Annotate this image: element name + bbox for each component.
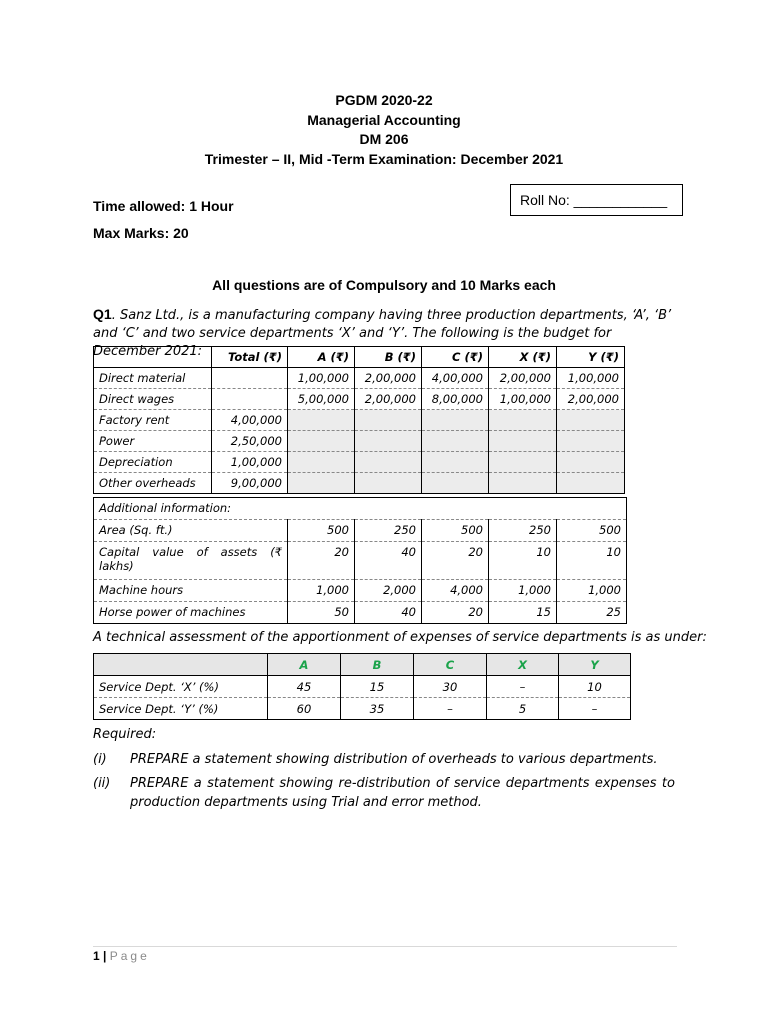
cell: 250 [489,520,557,542]
cell: 2,00,000 [355,389,422,410]
header-cell: Y [559,654,631,676]
cell: 30 [414,676,487,698]
cell: 1,00,000 [288,368,355,389]
row-label: Horse power of machines [94,602,288,624]
header-cell: C [414,654,487,676]
additional-info-title: Additional information: [94,498,627,520]
table-row [94,602,627,624]
cell: 2,00,000 [355,368,422,389]
cell [557,431,625,452]
cell [355,473,422,494]
cell [355,452,422,473]
cell: – [487,676,559,698]
header-cell [94,654,268,676]
cell: 25 [557,602,627,624]
cell: 4,00,000 [422,368,489,389]
max-marks: Max Marks: 20 [93,225,189,241]
additional-info-table [93,497,627,624]
cell: 10 [557,542,627,580]
table-row [94,452,625,473]
row-label: Area (Sq. ft.) [94,520,288,542]
cell [422,473,489,494]
table-row [94,431,625,452]
table-row [94,698,631,720]
cell [557,473,625,494]
required-heading: Required: [93,727,157,742]
table-row [94,473,625,494]
cell [489,473,557,494]
cell: 4,000 [422,580,489,602]
cell: 5 [487,698,559,720]
cell [489,431,557,452]
cell: 10 [559,676,631,698]
row-label: Depreciation [94,452,212,473]
cell: 1,00,000 [212,452,288,473]
cell: 1,00,000 [557,368,625,389]
cell: 1,000 [557,580,627,602]
cell [557,452,625,473]
cell: 10 [489,542,557,580]
cell: 15 [341,676,414,698]
row-label: Machine hours [94,580,288,602]
row-label: Capital value of assets (₹ lakhs) [94,542,288,580]
cell: 45 [268,676,341,698]
cell [489,452,557,473]
row-label: Power [94,431,212,452]
cell [288,410,355,431]
budget-table [93,346,625,494]
header-cell: Y (₹) [557,347,625,368]
course-title: Managerial Accounting [307,112,461,128]
table-row [94,580,627,602]
header-cell [94,347,212,368]
cell: 500 [422,520,489,542]
item-number: (i) [93,752,107,767]
cell: 50 [288,602,355,624]
row-label: Direct wages [94,389,212,410]
budget-header-row [94,347,625,368]
cell [355,410,422,431]
time-allowed: Time allowed: 1 Hour [93,198,234,214]
question-text: . Sanz Ltd., is a manufacturing company having three production departments, ‘A’, ‘B’ and ‘C’ and two service departments ‘X’ and ‘Y’. The following is the budget for December 2021: [93,308,672,359]
program-title: PGDM 2020-22 [335,92,433,108]
page-footer [93,949,150,963]
cell: 20 [422,542,489,580]
cell [422,431,489,452]
header-cell: X (₹) [489,347,557,368]
table-row [94,389,625,410]
cell [212,389,288,410]
additional-info-title-row [94,498,627,520]
cell: – [414,698,487,720]
cell: 2,50,000 [212,431,288,452]
footer-divider [93,946,677,947]
cell [422,410,489,431]
exam-title: Trimester – II, Mid -Term Examination: December 2021 [204,151,564,167]
cell: 2,00,000 [489,368,557,389]
cell [489,410,557,431]
cell: 9,00,000 [212,473,288,494]
header-cell: B (₹) [355,347,422,368]
cell: – [559,698,631,720]
table-row [94,410,625,431]
cell: 4,00,000 [212,410,288,431]
item-text: PREPARE a statement showing distribution of overheads to various departments. [130,752,658,767]
cell [557,410,625,431]
course-code: DM 206 [359,131,409,147]
roll-no-box: Roll No: ____________ [510,184,683,216]
cell: 5,00,000 [288,389,355,410]
row-label: Service Dept. ‘Y’ (%) [94,698,268,720]
cell: 2,000 [355,580,422,602]
table-row [94,520,627,542]
cell: 250 [355,520,422,542]
page-label: Page [109,949,150,963]
cell: 500 [557,520,627,542]
cell [288,473,355,494]
cell: 8,00,000 [422,389,489,410]
technical-note: A technical assessment of the apportionment of expenses of service departments is as under: [93,630,707,645]
cell: 20 [422,602,489,624]
cell: 40 [355,602,422,624]
item-number: (ii) [93,776,111,791]
header-cell: Total (₹) [212,347,288,368]
header-cell: A [268,654,341,676]
cell [288,452,355,473]
cell: 15 [489,602,557,624]
header-cell: B [341,654,414,676]
question-number: Q1 [93,306,112,322]
required-item [93,774,675,812]
page-number: 1 [93,949,100,963]
cell [212,368,288,389]
cell: 35 [341,698,414,720]
header-cell: X [487,654,559,676]
row-label: Direct material [94,368,212,389]
cell: 60 [268,698,341,720]
header-cell: A (₹) [288,347,355,368]
footer-separator: | [103,949,107,963]
cell [355,431,422,452]
table-row [94,676,631,698]
header-cell: C (₹) [422,347,489,368]
cell: 1,000 [288,580,355,602]
cell: 500 [288,520,355,542]
cell: 1,000 [489,580,557,602]
cell: 2,00,000 [557,389,625,410]
row-label: Factory rent [94,410,212,431]
service-header-row [94,654,631,676]
table-row [94,542,627,580]
service-apportionment-table [93,653,631,720]
table-row [94,368,625,389]
instruction: All questions are of Compulsory and 10 Marks each [212,277,556,293]
cell: 1,00,000 [489,389,557,410]
cell [288,431,355,452]
row-label: Other overheads [94,473,212,494]
required-item [93,750,675,769]
cell [422,452,489,473]
cell: 20 [288,542,355,580]
row-label: Service Dept. ‘X’ (%) [94,676,268,698]
cell: 40 [355,542,422,580]
item-text: PREPARE a statement showing re-distribution of service departments expenses to production departments using Trial and error method. [130,776,675,810]
